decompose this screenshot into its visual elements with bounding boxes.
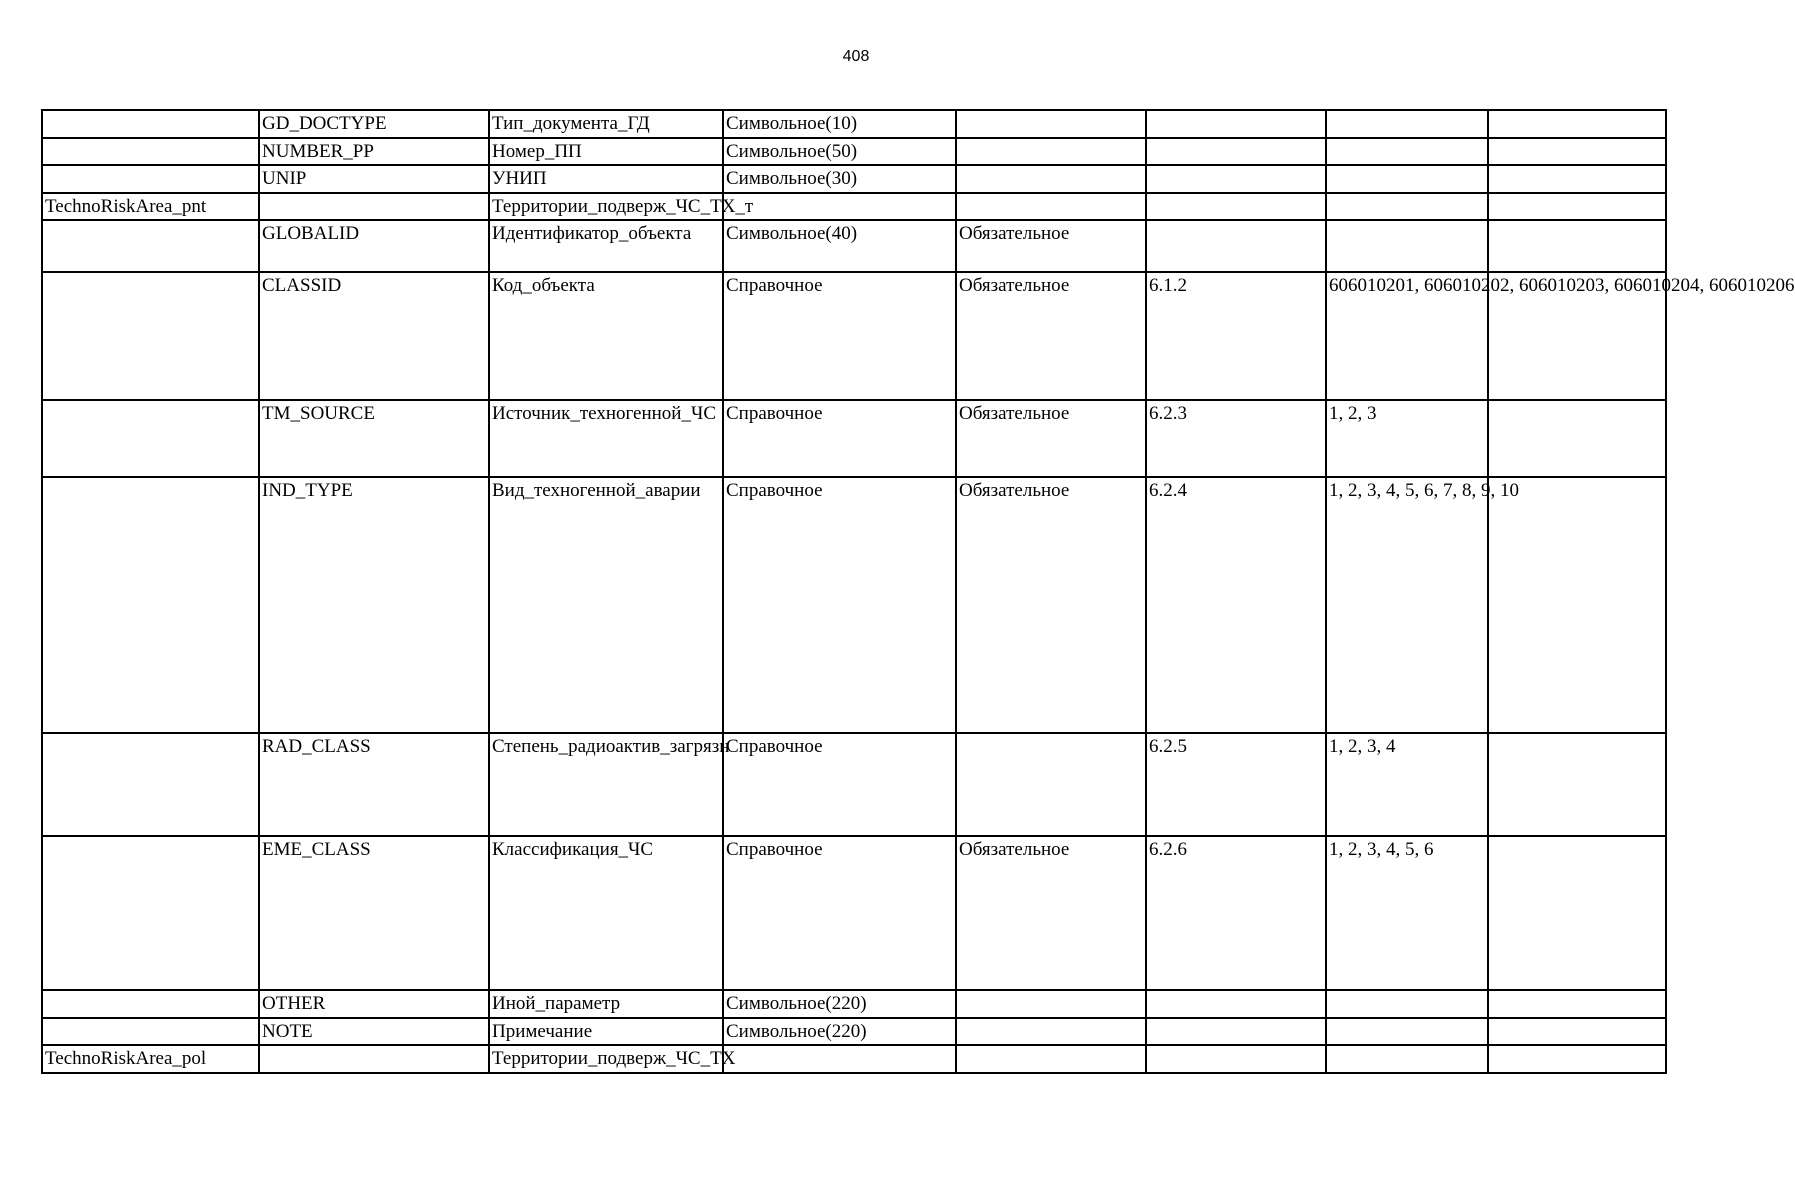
table-row	[42, 400, 1666, 477]
data-type-cell: Символьное(220)	[723, 990, 956, 1018]
field-name-cell: OTHER	[259, 990, 489, 1018]
table-row	[42, 138, 1666, 166]
required-cell: Обязательное	[956, 220, 1146, 272]
table-body	[42, 110, 1795, 1073]
required-cell	[956, 110, 1146, 138]
note-cell	[1488, 400, 1666, 477]
reference-cell	[1146, 220, 1326, 272]
note-cell	[1488, 110, 1666, 138]
table-row	[42, 220, 1666, 272]
field-alias-cell: Источник_техногенной_ЧС	[489, 400, 723, 477]
field-alias-cell: Территории_подверж_ЧС_ТХ	[489, 1045, 723, 1073]
layer-name-cell: TechnoRiskArea_pol	[42, 1045, 259, 1073]
layer-name-cell	[42, 990, 259, 1018]
reference-cell	[1146, 193, 1326, 221]
field-name-cell: IND_TYPE	[259, 477, 489, 733]
field-name-cell: RAD_CLASS	[259, 733, 489, 836]
layer-name-cell	[42, 220, 259, 272]
required-cell	[956, 193, 1146, 221]
note-cell	[1488, 1018, 1666, 1046]
required-cell: Обязательное	[956, 400, 1146, 477]
page-number: 408	[842, 48, 870, 65]
layer-name-cell	[42, 836, 259, 990]
required-cell	[956, 1018, 1146, 1046]
field-name-cell: UNIP	[259, 165, 489, 193]
table-row	[42, 110, 1666, 138]
data-type-cell: Символьное(220)	[723, 1018, 956, 1046]
field-alias-cell: Степень_радиоактив_загрязн	[489, 733, 723, 836]
reference-cell: 6.2.4	[1146, 477, 1326, 733]
field-alias-cell: Код_объекта	[489, 272, 723, 400]
reference-cell	[1146, 1018, 1326, 1046]
layer-name-cell	[42, 1018, 259, 1046]
values-cell	[1326, 138, 1488, 166]
note-cell	[1488, 836, 1666, 990]
values-cell	[1326, 1018, 1488, 1046]
table-row	[42, 733, 1666, 836]
field-alias-cell: Иной_параметр	[489, 990, 723, 1018]
layer-name-cell	[42, 400, 259, 477]
layer-name-cell	[42, 733, 259, 836]
field-alias-cell: Тип_документа_ГД	[489, 110, 723, 138]
data-type-cell: Символьное(10)	[723, 110, 956, 138]
values-cell	[1326, 193, 1488, 221]
values-cell	[1326, 165, 1488, 193]
note-cell	[1488, 193, 1666, 221]
reference-cell: 6.1.2	[1146, 272, 1326, 400]
required-cell: Обязательное	[956, 477, 1146, 733]
values-cell: 1, 2, 3, 4	[1326, 733, 1488, 836]
required-cell	[956, 1045, 1146, 1073]
note-cell	[1488, 733, 1666, 836]
note-cell	[1488, 165, 1666, 193]
field-name-cell: GD_DOCTYPE	[259, 110, 489, 138]
data-type-cell: Символьное(30)	[723, 165, 956, 193]
field-alias-cell: Номер_ПП	[489, 138, 723, 166]
values-cell	[1326, 110, 1488, 138]
layer-name-cell	[42, 272, 259, 400]
required-cell	[956, 990, 1146, 1018]
required-cell	[956, 138, 1146, 166]
field-name-cell: CLASSID	[259, 272, 489, 400]
data-type-cell	[723, 193, 956, 221]
field-name-cell: NOTE	[259, 1018, 489, 1046]
reference-cell: 6.2.3	[1146, 400, 1326, 477]
reference-cell: 6.2.5	[1146, 733, 1326, 836]
data-type-cell: Справочное	[723, 836, 956, 990]
table-row	[42, 165, 1666, 193]
values-cell	[1326, 1045, 1488, 1073]
layer-name-cell: TechnoRiskArea_pnt	[42, 193, 259, 221]
reference-cell	[1146, 990, 1326, 1018]
data-type-cell	[723, 1045, 956, 1073]
required-cell	[956, 733, 1146, 836]
field-alias-cell: УНИП	[489, 165, 723, 193]
values-cell: 1, 2, 3	[1326, 400, 1488, 477]
layer-name-cell	[42, 477, 259, 733]
layer-name-cell	[42, 165, 259, 193]
note-cell	[1488, 990, 1666, 1018]
table-row	[42, 477, 1666, 733]
required-cell: Обязательное	[956, 272, 1146, 400]
table-row	[42, 1018, 1666, 1046]
field-alias-cell: Вид_техногенной_аварии	[489, 477, 723, 733]
data-type-cell: Справочное	[723, 733, 956, 836]
layer-name-cell	[42, 138, 259, 166]
values-cell: 1, 2, 3, 4, 5, 6	[1326, 836, 1488, 990]
field-name-cell: GLOBALID	[259, 220, 489, 272]
required-cell: Обязательное	[956, 836, 1146, 990]
note-cell	[1488, 477, 1666, 733]
data-type-cell: Справочное	[723, 400, 956, 477]
field-alias-cell: Классификация_ЧС	[489, 836, 723, 990]
note-cell	[1488, 138, 1666, 166]
note-cell	[1488, 1045, 1666, 1073]
table-row	[42, 1045, 1666, 1073]
field-name-cell: EME_CLASS	[259, 836, 489, 990]
values-cell: 1, 2, 3, 4, 5, 6, 7, 8, 9, 10	[1326, 477, 1488, 733]
table-row	[42, 990, 1666, 1018]
reference-cell	[1146, 138, 1326, 166]
reference-cell: 6.2.6	[1146, 836, 1326, 990]
table-row	[42, 193, 1666, 221]
data-type-cell: Справочное	[723, 272, 956, 400]
field-name-cell: NUMBER_PP	[259, 138, 489, 166]
reference-cell	[1146, 1045, 1326, 1073]
attribute-table	[41, 109, 1795, 1074]
reference-cell	[1146, 165, 1326, 193]
table-row	[42, 836, 1666, 990]
field-name-cell	[259, 1045, 489, 1073]
field-alias-cell: Примечание	[489, 1018, 723, 1046]
values-cell	[1326, 990, 1488, 1018]
values-cell: 606010201, 606010202, 606010203, 606010204, 606010206	[1326, 272, 1488, 400]
values-cell	[1326, 220, 1488, 272]
data-type-cell: Справочное	[723, 477, 956, 733]
field-alias-cell: Идентификатор_объекта	[489, 220, 723, 272]
field-alias-cell: Территории_подверж_ЧС_ТХ_т	[489, 193, 723, 221]
reference-cell	[1146, 110, 1326, 138]
layer-name-cell	[42, 110, 259, 138]
table-row	[42, 272, 1666, 400]
required-cell	[956, 165, 1146, 193]
data-type-cell: Символьное(40)	[723, 220, 956, 272]
field-name-cell: TM_SOURCE	[259, 400, 489, 477]
note-cell	[1488, 220, 1666, 272]
field-name-cell	[259, 193, 489, 221]
data-type-cell: Символьное(50)	[723, 138, 956, 166]
